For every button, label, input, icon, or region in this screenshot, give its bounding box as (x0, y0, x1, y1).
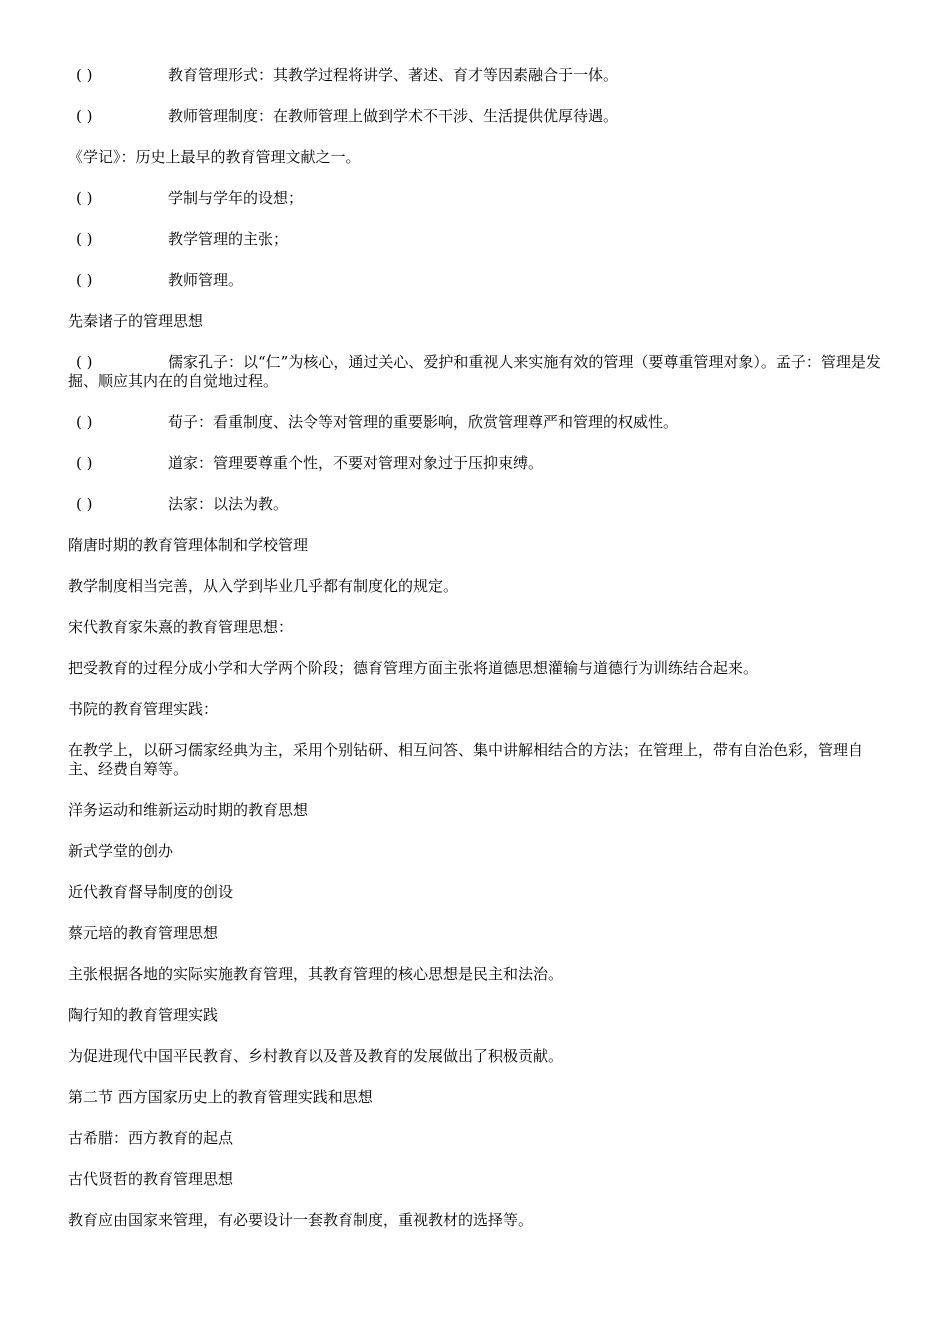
paragraph: 主张根据各地的实际实施教育管理，其教育管理的核心思想是民主和法治。 (68, 965, 564, 983)
paragraph: 洋务运动和维新运动时期的教育思想 (68, 801, 309, 819)
list-item-text: 教师管理。 (168, 271, 244, 289)
list-item (68, 66, 890, 85)
paragraph: 《学记》：历史上最早的教育管理文献之一。 (68, 148, 361, 166)
paragraph: 古代贤哲的教育管理思想 (68, 1170, 234, 1188)
list-bullet: ( ) (76, 495, 93, 513)
paragraph: 先秦诸子的管理思想 (68, 312, 204, 330)
paragraph: 陶行知的教育管理实践 (68, 1006, 219, 1024)
list-bullet: ( ) (76, 189, 93, 207)
list-bullet: ( ) (76, 271, 93, 289)
list-item-text: 教育管理形式：其教学过程将讲学、著述、育才等因素融合于一体。 (168, 66, 619, 84)
list-item (68, 495, 890, 514)
list-item (68, 413, 890, 432)
paragraph: 宋代教育家朱熹的教育管理思想： (68, 618, 294, 636)
paragraph: 为促进现代中国平民教育、乡村教育以及普及教育的发展做出了积极贡献。 (68, 1047, 564, 1065)
document-page (68, 66, 890, 1252)
list-item-text: 儒家孔子：以“仁”为核心，通过关心、爱护和重视人来实施有效的管理（要尊重管理对象）。孟子：管理是发掘、顺应其内在的自觉地过程。 (68, 353, 881, 390)
list-item (68, 107, 890, 126)
paragraph: 书院的教育管理实践： (68, 700, 219, 718)
paragraph: 把受教育的过程分成小学和大学两个阶段；德育管理方面主张将道德思想灌输与道德行为训练结合起来。 (68, 659, 759, 677)
list-item-text: 法家：以法为教。 (168, 495, 289, 513)
paragraph: 第二节 西方国家历史上的教育管理实践和思想 (68, 1088, 373, 1106)
list-item-text: 学制与学年的设想； (168, 189, 304, 207)
list-item (68, 454, 890, 473)
paragraph: 近代教育督导制度的创设 (68, 883, 234, 901)
list-item-text: 道家：管理要尊重个性，不要对管理对象过于压抑束缚。 (168, 454, 544, 472)
list-item (68, 189, 890, 208)
list-bullet: ( ) (76, 230, 93, 248)
list-bullet: ( ) (76, 107, 93, 125)
list-item-text: 荀子：看重制度、法令等对管理的重要影响，欣赏管理尊严和管理的权威性。 (168, 413, 679, 431)
paragraph: 蔡元培的教育管理思想 (68, 924, 219, 942)
list-item (68, 353, 890, 391)
paragraph: 教育应由国家来管理，有必要设计一套教育制度，重视教材的选择等。 (68, 1211, 534, 1229)
list-item (68, 271, 890, 290)
list-item-text: 教师管理制度：在教师管理上做到学术不干涉、生活提供优厚待遇。 (168, 107, 619, 125)
list-bullet: ( ) (76, 413, 93, 431)
list-item-text: 教学管理的主张； (168, 230, 289, 248)
paragraph: 教学制度相当完善，从入学到毕业几乎都有制度化的规定。 (68, 577, 459, 595)
paragraph: 在教学上，以研习儒家经典为主，采用个别钻研、相互问答、集中讲解相结合的方法；在管理上，带有自治色彩，管理自主、经费自筹等。 (68, 741, 864, 778)
list-bullet: ( ) (76, 353, 93, 371)
list-item (68, 230, 890, 249)
paragraph: 古希腊：西方教育的起点 (68, 1129, 234, 1147)
list-bullet: ( ) (76, 454, 93, 472)
list-bullet: ( ) (76, 66, 93, 84)
paragraph: 隋唐时期的教育管理体制和学校管理 (68, 536, 309, 554)
paragraph: 新式学堂的创办 (68, 842, 174, 860)
